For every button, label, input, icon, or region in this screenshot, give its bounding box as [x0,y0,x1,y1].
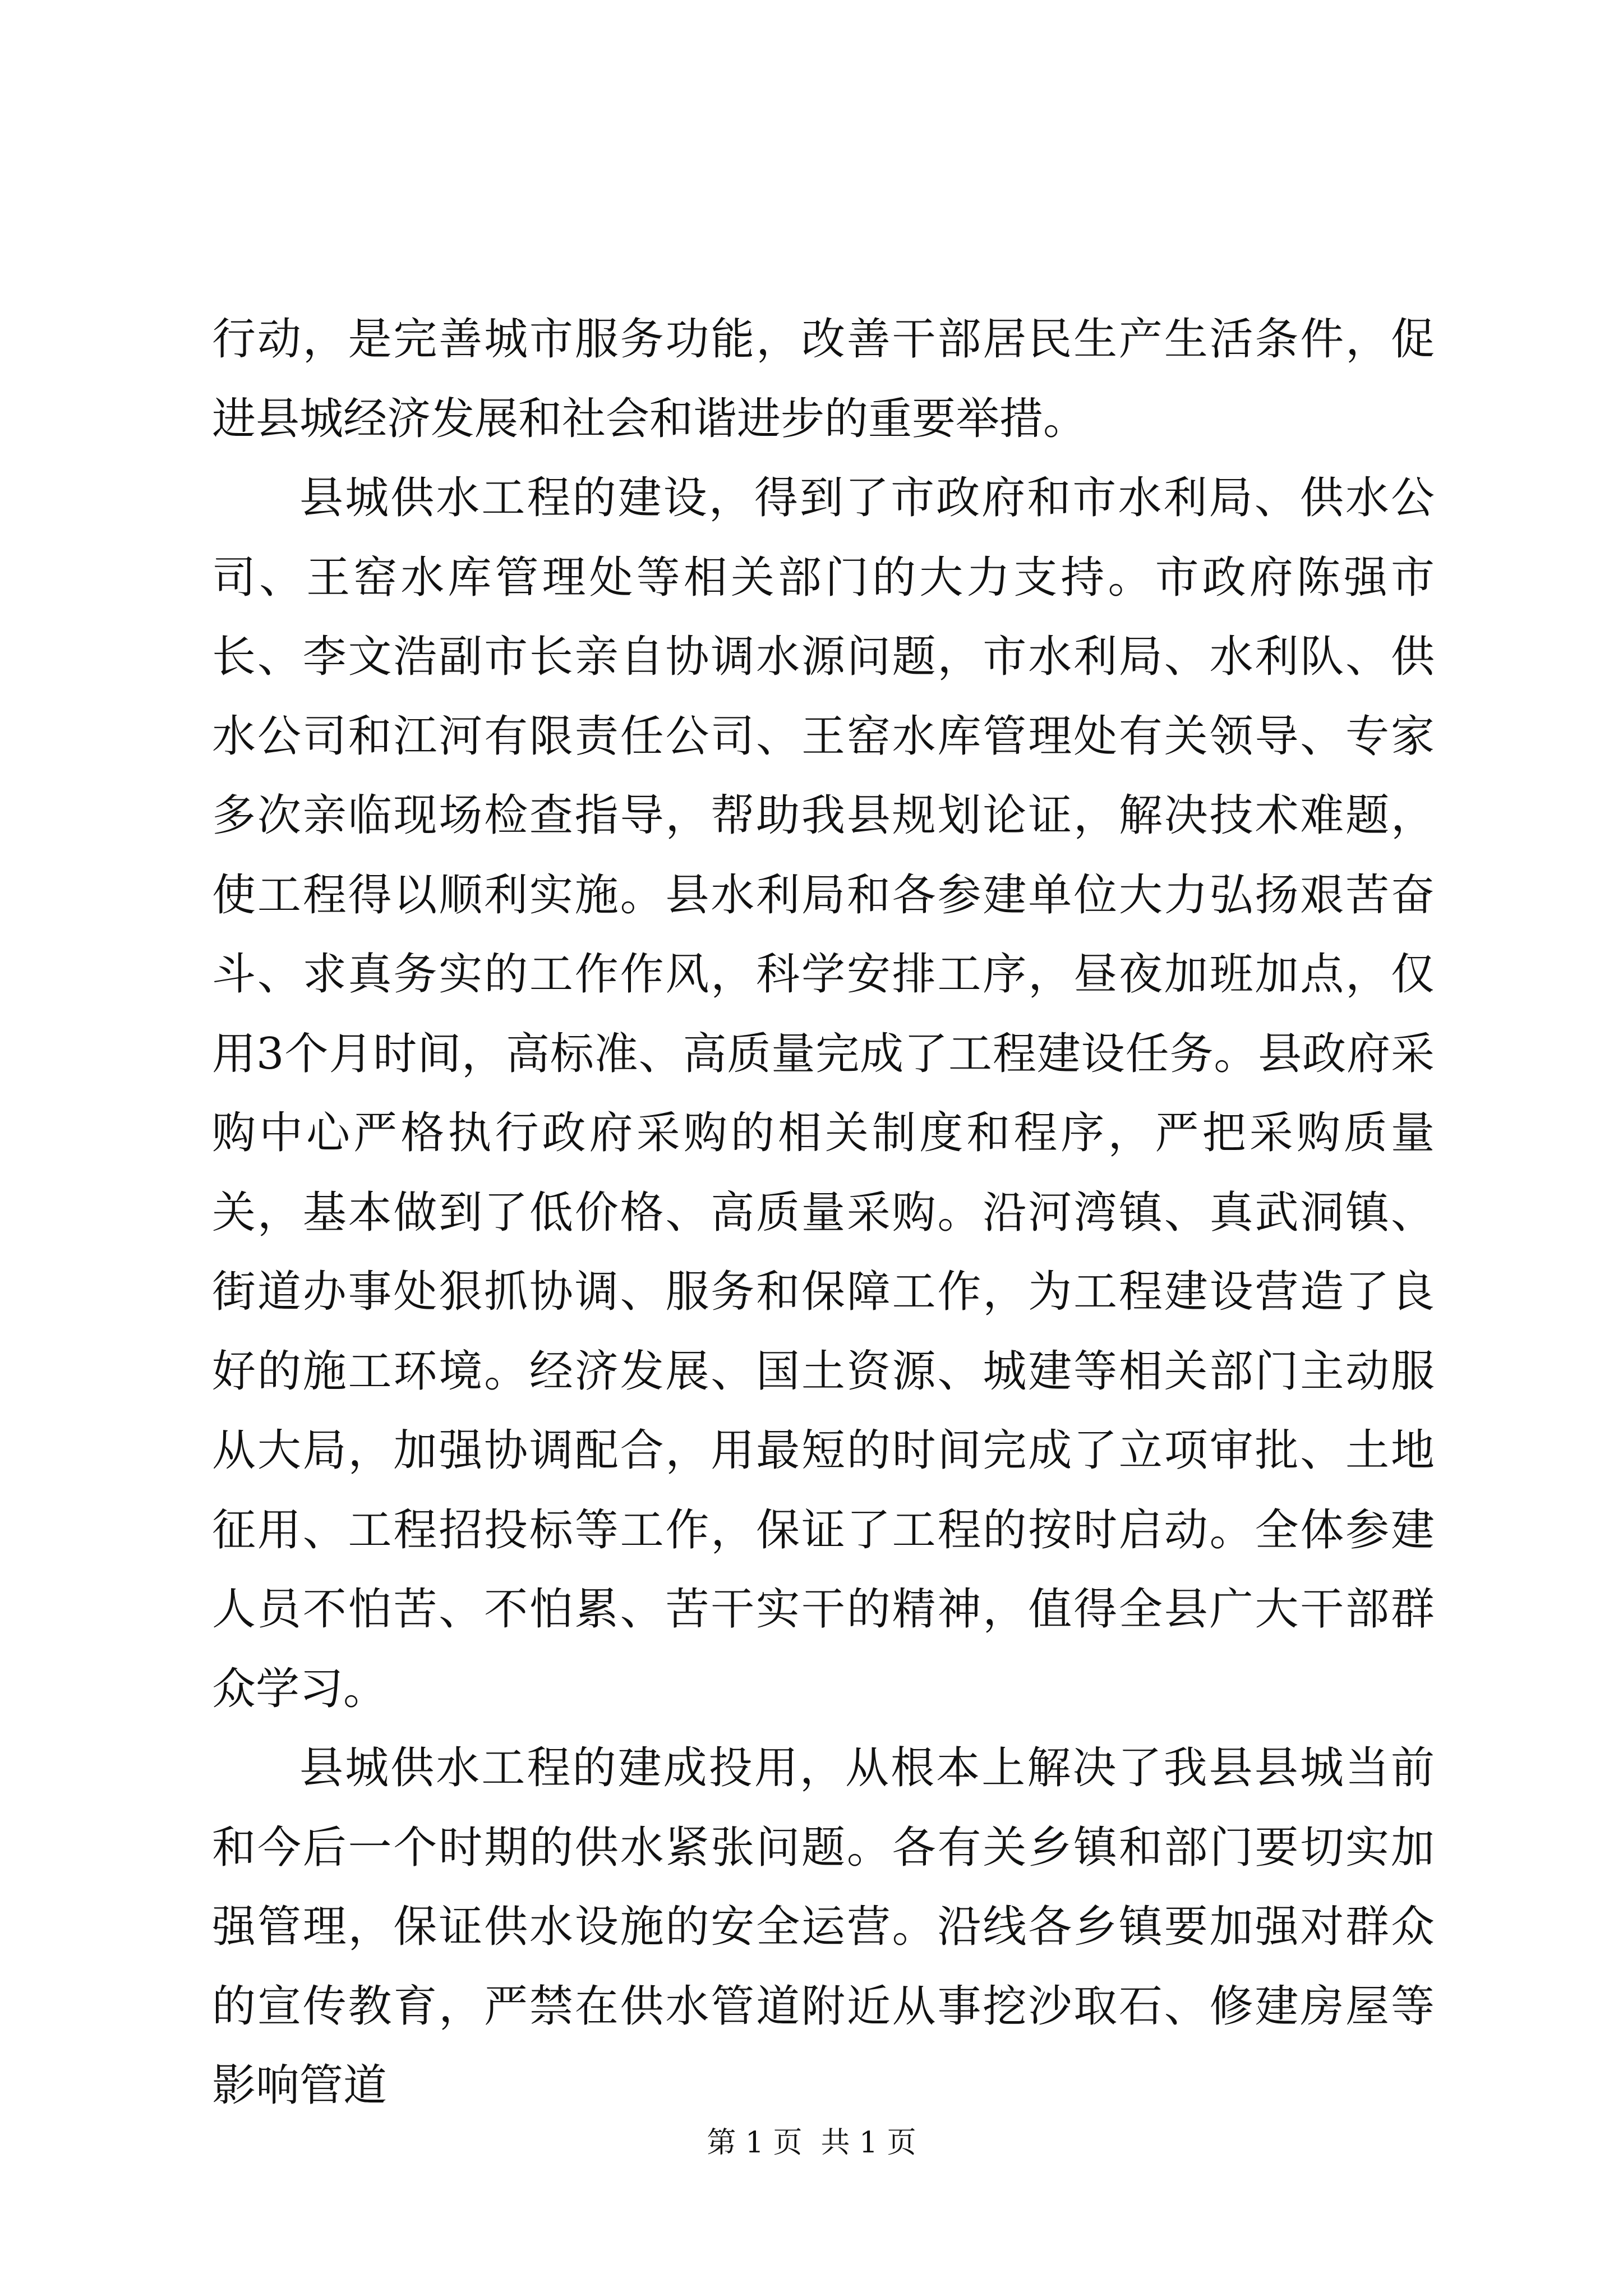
paragraph-continuation: 行动，是完善城市服务功能，改善干部居民生产生活条件，促进县城经济发展和社会和谐进步的重要举措。 [212,314,1435,444]
page-footer: 第 1 页 共 1 页 [707,2126,916,2160]
document-body [212,300,1435,2126]
paragraph-acknowledgements: 县城供水工程的建设，得到了市政府和市水利局、供水公司、王窑水库管理处等相关部门的大力支持。市政府陈强市长、李文浩副市长亲自协调水源问题，市水利局、水利队、供水公司和江河有限责任公司、王窑水库管理处有关领导、专家多次亲临现场检查指导，帮助我县规划论证，解决技术难题，使工程得以顺利实施。县水利局和各参建单位大力弘扬艰苦奋斗、求真务实的工作作风，科学安排工序，昼夜加班加点，仅用3个月时间，高标准、高质量完成了工程建设任务。县政府采购中心严格执行政府采购的相关制度和程序，严把采购质量关，基本做到了低价格、高质量采购。沿河湾镇、真武洞镇、街道办事处狠抓协调、服务和保障工作，为工程建设营造了良好的施工环境。经济发展、国土资源、城建等相关部门主动服从大局，加强协调配合，用最短的时间完成了立项审批、土地征用、工程招投标等工作，保证了工程的按时启动。全体参建人员不怕苦、不怕累、苦干实干的精神，值得全县广大干部群众学习。 [212,473,1435,1714]
paragraph-management: 县城供水工程的建成投用，从根本上解决了我县县城当前和今后一个时期的供水紧张问题。各有关乡镇和部门要切实加强管理，保证供水设施的安全运营。沿线各乡镇要加强对群众的宣传教育，严禁在供水管道附近从事挖沙取石、修建房屋等影响管道 [212,1743,1435,2111]
